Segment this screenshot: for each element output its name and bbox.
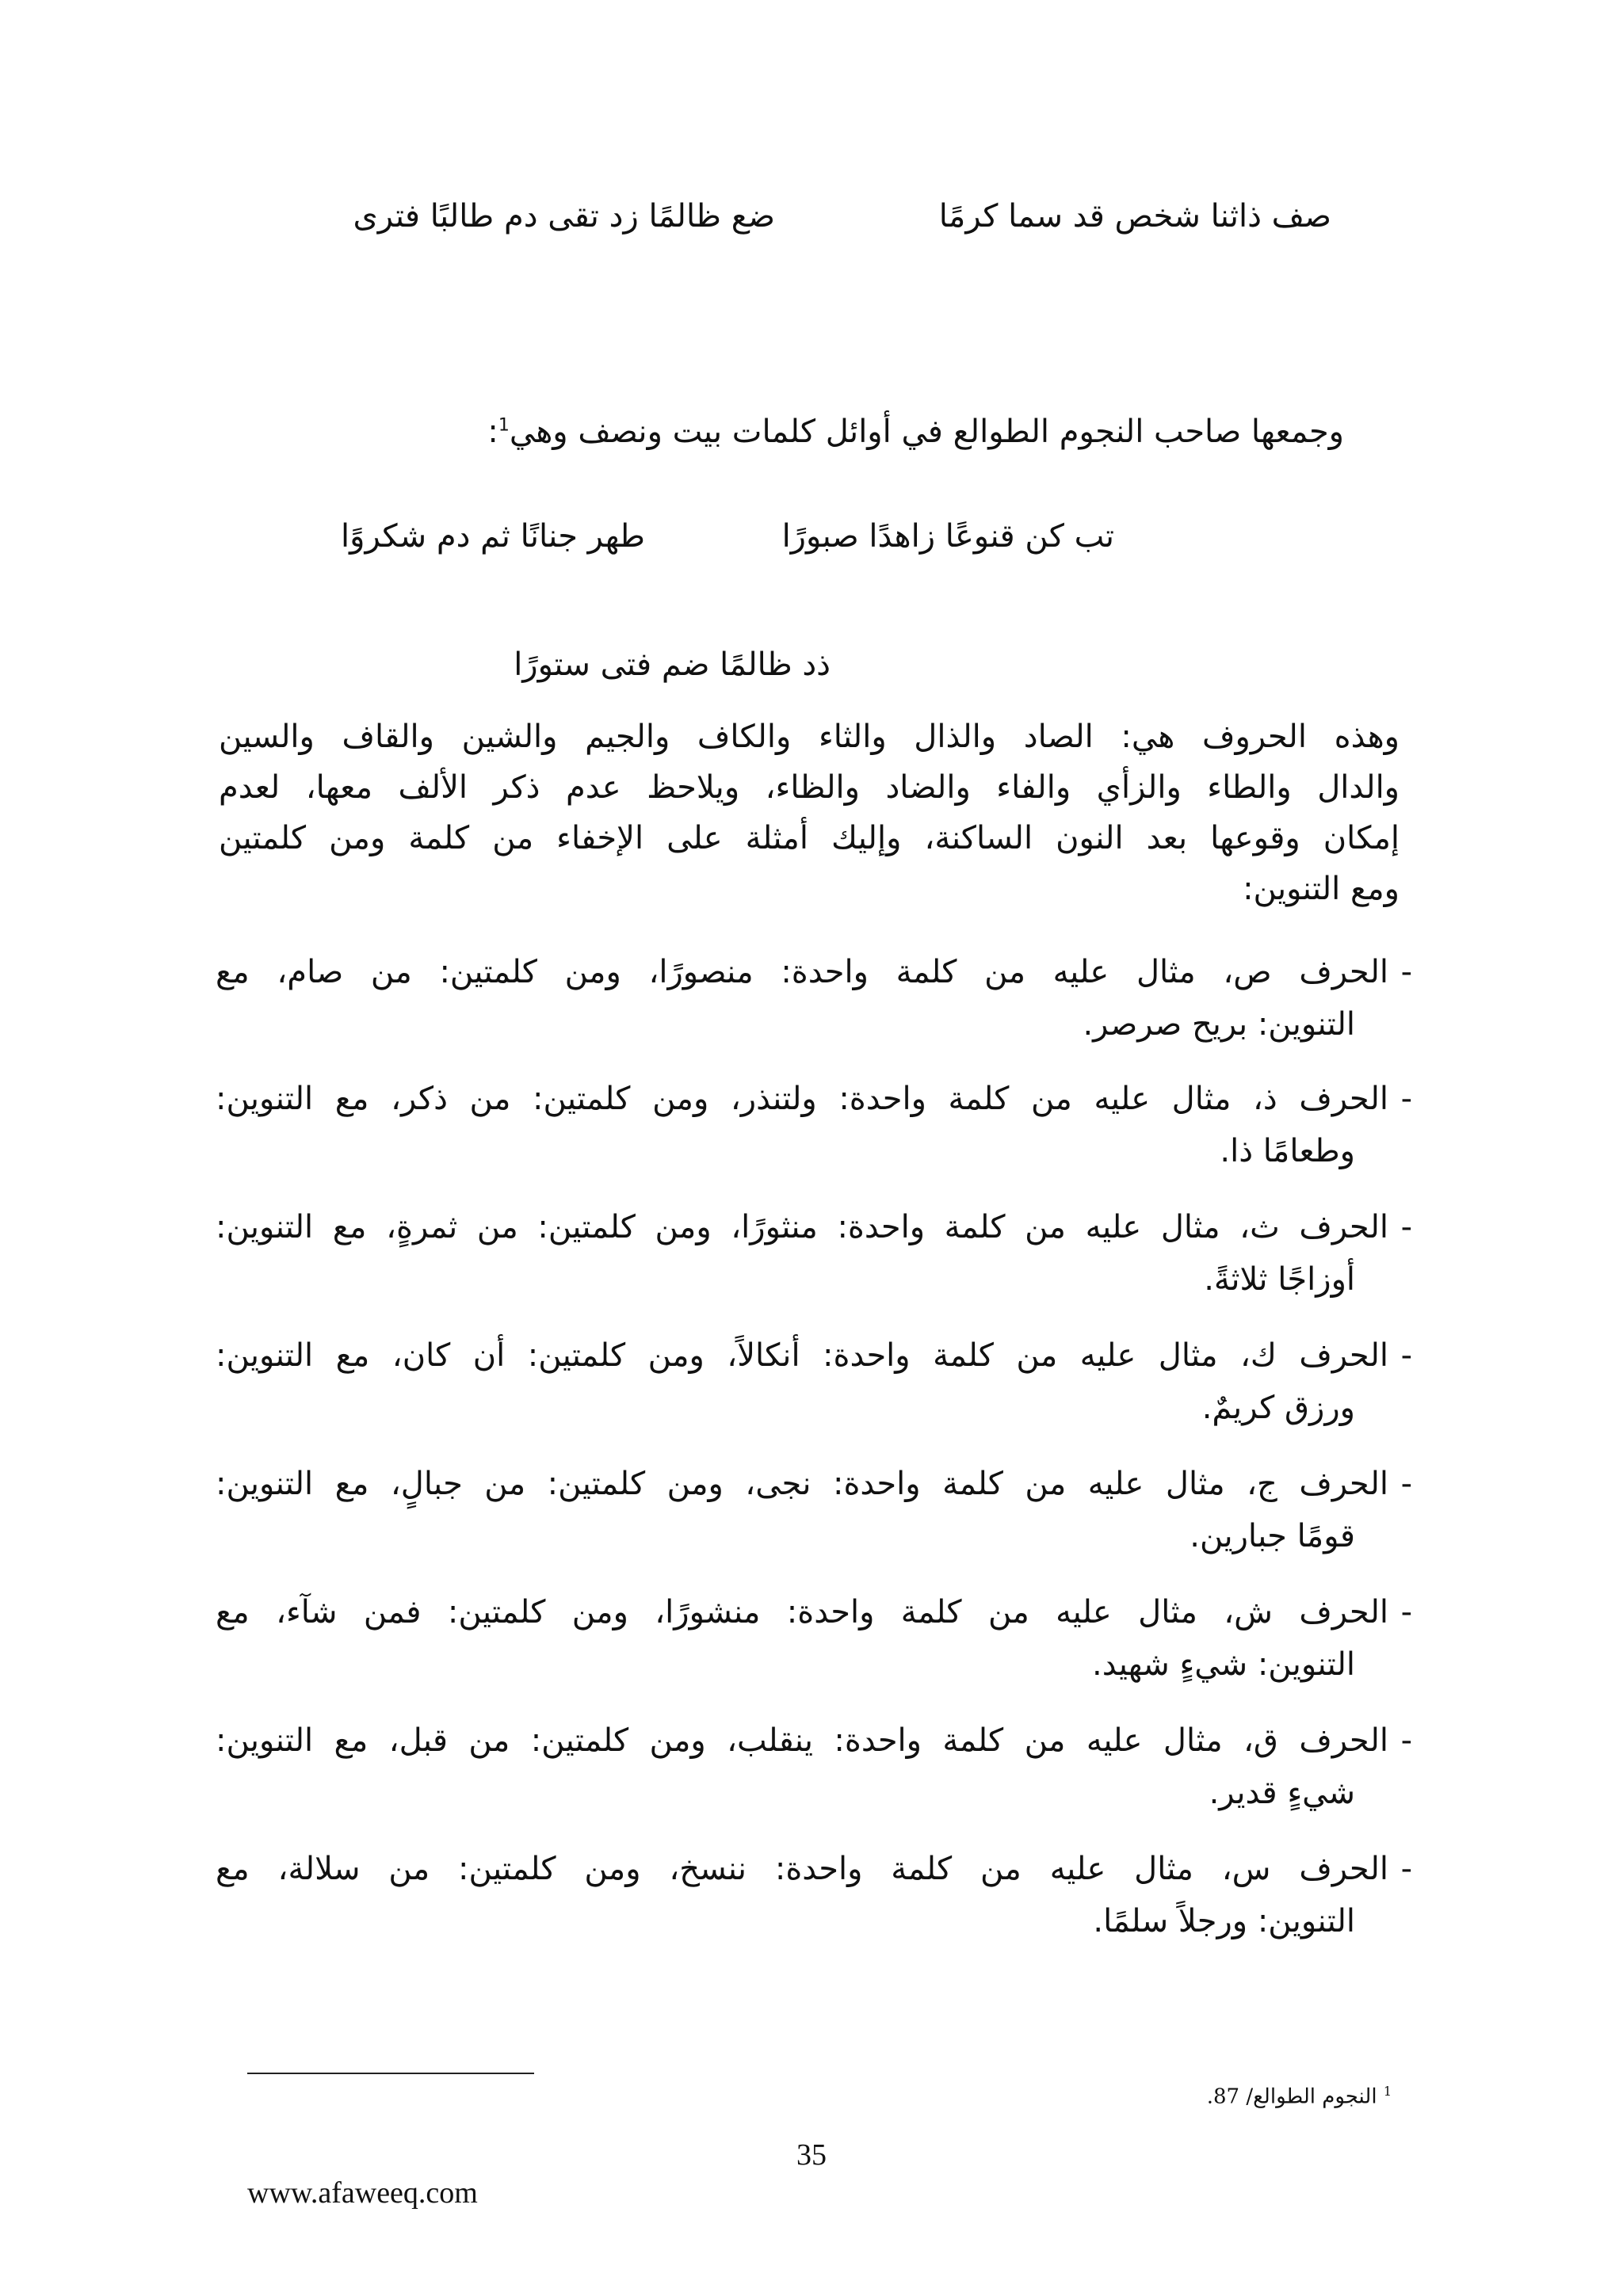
paragraph-line: ومع التنوين:	[1243, 871, 1400, 907]
example-item-sin	[216, 1843, 1412, 1947]
list-dash: -	[1400, 1722, 1412, 1759]
intro-colon: :	[487, 414, 498, 450]
intro-line	[487, 406, 1344, 458]
footnote-number: 1	[1383, 2084, 1392, 2099]
verse-first-half: صف ذاثنا شخص قد سما كرمًا	[938, 198, 1331, 235]
main-paragraph	[219, 711, 1400, 914]
example-line-1: الحرف س، مثال عليه من كلمة واحدة: ننسخ، ومن كلمتين: من سلالة، مع	[216, 1851, 1388, 1887]
example-item-kaf	[216, 1329, 1412, 1434]
footnote	[1207, 2076, 1392, 2113]
example-line-1: الحرف ص، مثال عليه من كلمة واحدة: منصورًا، ومن كلمتين: من صام، مع	[216, 954, 1388, 990]
example-line-2: التنوين: شيءٍ شهيد.	[1092, 1646, 1355, 1683]
example-line-1: الحرف ج، مثال عليه من كلمة واحدة: نجى، ومن كلمتين: من جبالٍ، مع التنوين:	[216, 1466, 1388, 1502]
example-line-2: شيءٍ قدير.	[1209, 1775, 1355, 1811]
verse-line-top	[0, 190, 1623, 246]
example-line-1: الحرف ق، مثال عليه من كلمة واحدة: ينقلب، ومن كلمتين: من قبل، مع التنوين:	[216, 1722, 1388, 1759]
example-line-1: الحرف ك، مثال عليه من كلمة واحدة: أنكالاً، ومن كلمتين: أن كان، مع التنوين:	[216, 1337, 1388, 1374]
list-dash: -	[1400, 954, 1412, 990]
example-item-qaf	[216, 1714, 1412, 1819]
example-line-1: الحرف ث، مثال عليه من كلمة واحدة: منثورًا، ومن كلمتين: من ثمرةٍ، مع التنوين:	[216, 1209, 1388, 1245]
example-item-tha	[216, 1201, 1412, 1306]
verse-line-second	[0, 510, 1623, 566]
verse-second-half: طهر جنانًا ثم دم شكروًا	[341, 518, 645, 555]
page-number: 35	[796, 2138, 827, 2172]
verse-second-half: ضع ظالمًا زد تقى دم طالبًا فترى	[353, 198, 775, 235]
list-dash: -	[1400, 1851, 1412, 1887]
example-line-2: التنوين: بريح صرصر.	[1083, 1006, 1355, 1043]
example-line-1: الحرف ذ، مثال عليه من كلمة واحدة: ولتنذر، ومن كلمتين: من ذكر، مع التنوين:	[216, 1081, 1388, 1117]
list-dash: -	[1400, 1337, 1412, 1374]
paragraph-line: إمكان وقوعها بعد النون الساكنة، وإليك أمثلة على الإخفاء من كلمة ومن كلمتين	[219, 820, 1400, 856]
list-dash: -	[1400, 1594, 1412, 1630]
paragraph-line: والدال والطاء والزأي والفاء والضاد والظاء، ويلاحظ عدم ذكر الألف معها، لعدم	[219, 769, 1400, 806]
example-line-1: الحرف ش، مثال عليه من كلمة واحدة: منشورًا، ومن كلمتين: فمن شآء، مع	[216, 1594, 1388, 1630]
footnote-reference: 1	[498, 415, 510, 436]
intro-text: وجمعها صاحب النجوم الطوالع في أوائل كلمات بيت ونصف وهي	[509, 414, 1344, 450]
example-item-jim	[216, 1458, 1412, 1562]
example-line-2: وطعامًا ذا.	[1220, 1133, 1355, 1169]
verse-first-half: تب كن قنوعًا زاهدًا صبورًا	[781, 518, 1114, 555]
verse-line-third	[0, 639, 1623, 694]
example-item-dhal	[216, 1073, 1412, 1177]
list-dash: -	[1400, 1081, 1412, 1117]
footnote-separator	[247, 2073, 534, 2074]
example-line-2: قومًا جبارين.	[1190, 1518, 1355, 1554]
list-dash: -	[1400, 1209, 1412, 1245]
footnote-text: النجوم الطوالع/ 87.	[1206, 2084, 1377, 2109]
example-item-sad	[216, 946, 1412, 1051]
example-item-shin	[216, 1586, 1412, 1691]
paragraph-line: وهذه الحروف هي: الصاد والذال والثاء والكاف والجيم والشين والقاف والسين	[219, 719, 1400, 755]
example-line-2: التنوين: ورجلاً سلمًا.	[1093, 1903, 1355, 1939]
site-url: www.afaweeq.com	[247, 2176, 478, 2210]
verse-half-line: ذد ظالمًا ضم فتى ستورًا	[514, 646, 831, 683]
example-line-2: أوزاجًا ثلاثةً.	[1204, 1261, 1355, 1298]
list-dash: -	[1400, 1466, 1412, 1502]
example-line-2: ورزق كريمٌ.	[1201, 1390, 1355, 1426]
